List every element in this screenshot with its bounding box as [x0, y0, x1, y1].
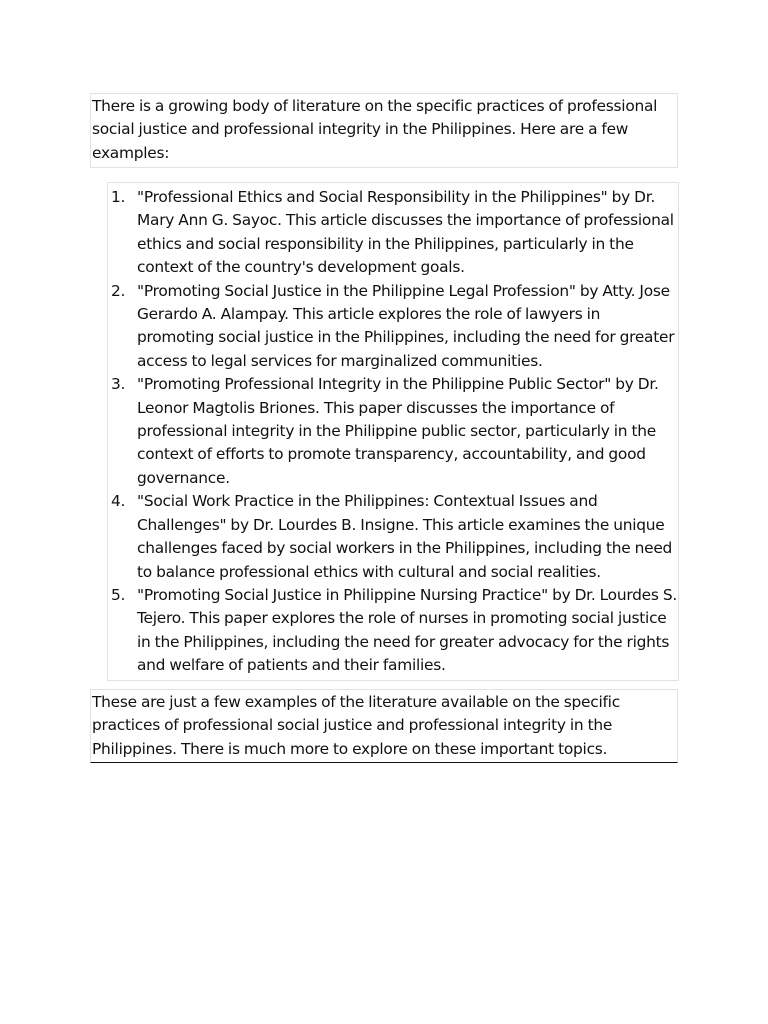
- list-item: [108, 280, 678, 374]
- list-item: [108, 490, 678, 584]
- list-item-number: 3.: [111, 375, 126, 394]
- list-item-text: "Professional Ethics and Social Responsibility in the Philippines" by Dr. Mary Ann G. Sayoc. This article discusses the importance of professional ethics and social responsibility in the Philippines, particularly in the context of the country's development goals.: [137, 188, 674, 277]
- list-item: [108, 373, 678, 490]
- list-item-number: 2.: [111, 281, 126, 300]
- literature-list: [107, 182, 679, 681]
- outro-text: These are just a few examples of the literature available on the specific practices of professional social justice and professional integrity in the Philippines. There is much more to explore on these important topics.: [92, 693, 620, 758]
- list-item-text: "Social Work Practice in the Philippines: Contextual Issues and Challenges" by Dr. Lourdes B. Insigne. This article examines the unique challenges faced by social workers in the Philippines, including the need to balance professional ethics with cultural and social realities.: [137, 492, 673, 581]
- list-item-number: 4.: [111, 492, 126, 511]
- list-item: [108, 186, 678, 280]
- intro-text: There is a growing body of literature on the specific practices of professional social justice and professional integrity in the Philippines. Here are a few examples:: [92, 97, 658, 162]
- list-item-text: "Promoting Social Justice in the Philippine Legal Profession" by Atty. Jose Gerardo A. Alampay. This article explores the role of lawyers in promoting social justice in the Philippines, including the need for greater access to legal services for marginalized communities.: [137, 281, 675, 370]
- list-item-number: 1.: [111, 188, 126, 206]
- list-item-number: 5.: [111, 585, 126, 604]
- list-item-text: "Promoting Social Justice in Philippine Nursing Practice" by Dr. Lourdes S. Tejero. This paper explores the role of nurses in promoting social justice in the Philippines, including the need for greater advocacy for the rights and welfare of patients and their families.: [137, 585, 677, 675]
- list-item-text: "Promoting Professional Integrity in the Philippine Public Sector" by Dr. Leonor Magtolis Briones. This paper discusses the importance of professional integrity in the Philippine public sector, particularly in the context of efforts to promote transparency, accountability, and good governance.: [137, 375, 659, 487]
- list-item: [108, 584, 678, 678]
- intro-paragraph: [90, 93, 678, 168]
- closing-paragraph: [90, 689, 678, 763]
